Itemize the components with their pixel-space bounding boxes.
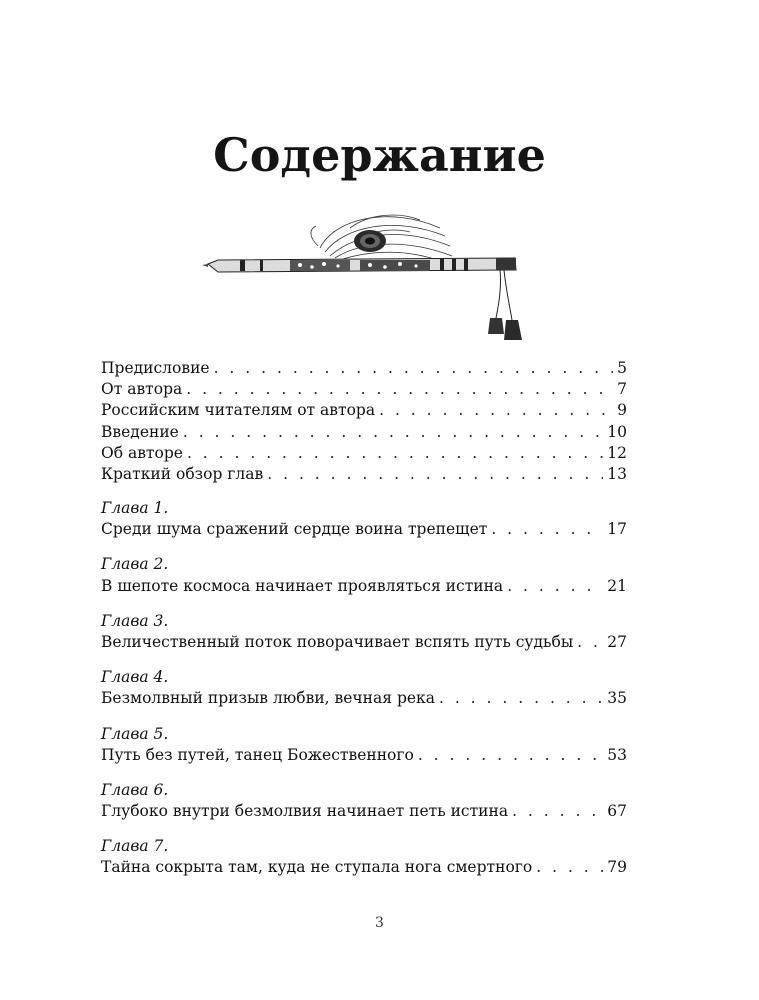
toc-entry-label: Среди шума сражений сердце воина трепещет <box>101 520 488 539</box>
toc-entry-page: 27 <box>607 632 627 651</box>
chapter-heading: Глава 4. <box>101 668 169 687</box>
leader-dots <box>267 464 603 485</box>
toc-entry-page: 17 <box>607 520 627 539</box>
toc-entry-label: Глубоко внутри безмолвия начинает петь истина <box>101 802 509 821</box>
leader-dots <box>491 519 603 540</box>
chapter-group <box>101 554 627 596</box>
leader-dots <box>507 576 603 597</box>
toc-entry-label: Введение <box>101 422 179 441</box>
toc-entry-page: 10 <box>607 422 627 441</box>
toc-entry[interactable] <box>101 358 627 379</box>
toc-entry-page: 9 <box>617 401 627 420</box>
chapter-heading: Глава 1. <box>101 499 169 517</box>
toc-entry-label: Предисловие <box>101 359 210 377</box>
toc-entry[interactable] <box>101 745 627 766</box>
toc-entry[interactable] <box>101 400 627 421</box>
toc-entry-page: 79 <box>607 858 627 877</box>
toc-entry-page: 7 <box>617 380 627 399</box>
chapter-list <box>101 498 627 879</box>
toc-entry-page: 35 <box>607 689 627 708</box>
flute-with-peacock-feather-icon <box>200 208 530 358</box>
leader-dots <box>187 443 603 464</box>
leader-dots <box>536 857 603 878</box>
chapter-heading: Глава 6. <box>101 780 169 799</box>
toc-entry-page: 67 <box>607 802 627 821</box>
toc-entry-label: Безмолвный призыв любви, вечная река <box>101 689 435 708</box>
toc-entry[interactable] <box>101 422 627 443</box>
toc-entry[interactable] <box>101 379 627 400</box>
chapter-heading: Глава 3. <box>101 611 169 630</box>
chapter-group <box>101 780 627 822</box>
toc-entry[interactable] <box>101 519 627 540</box>
toc-entry[interactable] <box>101 576 627 597</box>
chapter-group <box>101 498 627 540</box>
toc-entry-page: 12 <box>607 443 627 462</box>
toc-entry[interactable] <box>101 464 627 485</box>
page-number: 3 <box>375 915 384 931</box>
chapter-group <box>101 724 627 766</box>
chapter-group <box>101 611 627 653</box>
page-title: Содержание <box>213 128 546 182</box>
leader-dots <box>214 358 614 379</box>
toc-entry[interactable] <box>101 801 627 822</box>
toc-entry-label: Величественный поток поворачивает вспять путь судьбы <box>101 632 574 651</box>
chapter-heading: Глава 5. <box>101 724 169 743</box>
toc-entry-page: 5 <box>617 359 627 377</box>
leader-dots <box>439 688 603 709</box>
toc-entry[interactable] <box>101 688 627 709</box>
leader-dots <box>418 745 603 766</box>
leader-dots <box>183 422 603 443</box>
leader-dots <box>186 379 613 400</box>
toc-entry-label: Об авторе <box>101 443 183 462</box>
toc-entry-page: 53 <box>607 745 627 764</box>
toc-entry-label: Путь без путей, танец Божественного <box>101 745 414 764</box>
chapter-heading: Глава 2. <box>101 555 169 574</box>
leader-dots <box>577 632 603 653</box>
toc-entry-label: Краткий обзор глав <box>101 464 264 483</box>
toc-entry-label: От автора <box>101 380 183 399</box>
front-matter-list <box>101 358 627 485</box>
leader-dots <box>379 400 613 421</box>
toc-entry-label: Российским читателям от автора <box>101 401 376 420</box>
toc-entry[interactable] <box>101 443 627 464</box>
chapter-group <box>101 667 627 709</box>
toc-entry-label: Тайна сокрыта там, куда не ступала нога смертного <box>101 858 533 877</box>
toc-entry-page: 13 <box>607 464 627 483</box>
leader-dots <box>512 801 603 822</box>
toc-entry-label: В шепоте космоса начинает проявляться истина <box>101 576 504 595</box>
toc-entry[interactable] <box>101 857 627 878</box>
chapter-heading: Глава 7. <box>101 837 169 856</box>
toc-entry[interactable] <box>101 632 627 653</box>
chapter-group <box>101 836 627 878</box>
toc-entry-page: 21 <box>607 576 627 595</box>
